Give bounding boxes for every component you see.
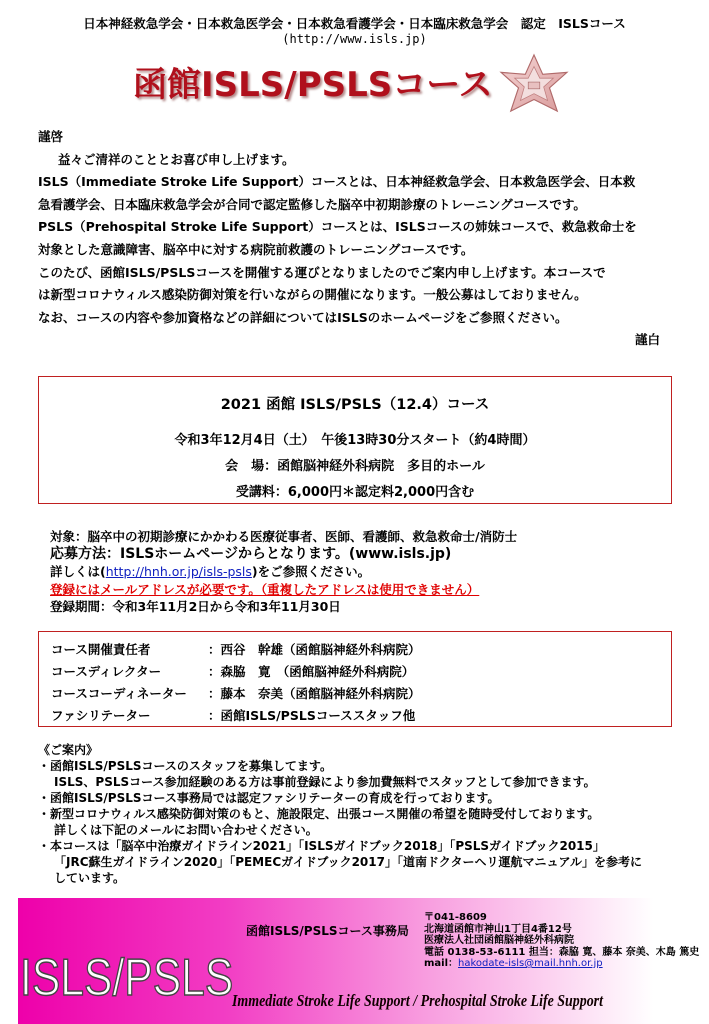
email-warning: 登録にはメールアドレスが必要です。（重複したアドレスは使用できません） [50,581,480,597]
note-line: 「JRC蘇生ガイドライン2020」「PEMECガイドブック2017」「道南ドクターヘリ運航マニュアル」を参考に [54,855,643,869]
staff-role: ファシリテーター [51,708,151,723]
detail-link[interactable]: http://hnh.or.jp/isls-psls [105,564,252,579]
mail-contact [424,958,699,970]
staff-name: ：西谷 幹雄（函館脳神経外科病院） [208,642,421,657]
course-date: 令和3年12月4日（土） 午後13時30分スタート（約4時間） [174,433,536,448]
postal-code: 〒041-8609 [424,912,487,923]
course-venue: 会 場：函館脳神経外科病院 多目的ホール [225,459,485,474]
staff-row [51,706,415,724]
header-url: (http://www.isls.jp) [282,32,427,46]
staff-role: コースコーディネーター [51,686,187,701]
course-fee: 受講料：6,000円＊認定料2,000円含む [235,485,475,500]
staff-name: ：藤本 奈美（函館脳神経外科病院） [208,686,421,701]
note-line: しています。 [54,871,126,885]
intro-line: は新型コロナウィルス感染防御対策を行いながらの開催になります。一般公募はしておりません。 [38,287,587,303]
target-audience: 対象：脳卒中の初期診療にかかわる医療従事者、医師、看護師、救急救命士/消防士 [50,529,518,544]
footer-banner [18,898,709,1024]
greeting: 謹啓 [38,129,64,144]
closing: 謹白 [634,332,660,348]
note-line: ・函館ISLS/PSLSコース事務局では認定ファシリテーターの育成を行っております。 [38,791,500,805]
staff-name: ：函館ISLS/PSLSコーススタッフ他 [208,708,416,723]
intro-line: なお、コースの内容や参加資格などの詳細についてはISLSのホームページをご参照ください。 [38,309,568,325]
detail-prefix: 詳しくは( [50,564,106,579]
goryokaku-star-icon [495,53,573,115]
mail-link[interactable]: hakodate-isls@mail.hnh.or.jp [458,958,603,969]
notes-heading: 《ご案内》 [38,743,99,757]
staff-role: コース開催責任者 [51,642,151,657]
note-line: ISLS、PSLSコース参加経験のある方は事前登録により参加費無料でスタッフとして参加できます。 [54,775,596,789]
staff-box [38,631,672,727]
intro-line: 対象とした意識障害、脳卒中に対する病院前救護のトレーニングコースです。 [38,241,474,257]
intro-line: このたび、函館ISLS/PSLSコースを開催する運びとなりましたのでご案内申し上げます。本コースで [38,264,606,280]
hospital-name: 医療法人社団函館脳神経外科病院 [424,935,574,946]
detail-suffix: )をご参照ください。 [251,564,371,579]
page-title: 函館ISLS/PSLSコース [133,65,493,105]
footer-tagline: Immediate Stroke Life Support / Prehospital Stroke Life Support [232,991,603,1010]
intro-letter [38,126,674,352]
title-banner [133,55,573,115]
intro-line: 急看護学会、日本臨床救急学会が合同で認定監修した脳卒中初期診療のトレーニングコースです。 [38,196,586,212]
staff-row [51,662,414,680]
mail-label: mail： [424,958,459,969]
staff-row [51,684,421,702]
intro-line: PSLS（Prehospital Stroke Life Support）コースとは、ISLSコースの姉妹コースで、救急救命士を [38,219,637,235]
certification-header: 日本神経救急学会・日本救急医学会・日本救急看護学会・日本臨床救急学会 認定 ISLSコース [83,16,626,31]
office-name: 函館ISLS/PSLSコース事務局 [246,924,409,938]
notes-section [38,742,698,886]
staff-row [51,640,421,658]
phone-contact: 電話 0138-53-6111 担当：森脇 寛、藤本 奈美、木島 篤史 [424,946,700,958]
registration-period: 登録期間：令和3年11月2日から令和3年11月30日 [50,599,341,614]
note-line: 詳しくは下記のメールにお問い合わせください。 [54,823,318,837]
staff-name: ：森脇 寛 （函館脳神経外科病院） [208,664,415,679]
apply-method: 応募方法：ISLSホームページからとなります。(www.isls.jp) [50,545,452,562]
staff-role: コースディレクター [51,664,162,679]
office-contact [424,912,699,970]
intro-line: 益々ご清祥のこととお喜び申し上げます。 [58,151,295,167]
note-line: ・新型コロナウィルス感染防御対策のもと、施設限定、出張コース開催の希望を随時受付しております。 [38,807,600,821]
footer-logo: ISLS/PSLS [20,949,234,1007]
application-info [50,528,680,616]
note-line: ・本コースは「脳卒中治療ガイドライン2021」「ISLSガイドブック2018」「PSLSガイドブック2015」 [38,839,605,853]
course-details-box [38,376,672,504]
note-line: ・函館ISLS/PSLSコースのスタッフを募集してます。 [38,759,332,773]
intro-line: ISLS（Immediate Stroke Life Support）コースとは、日本神経救急学会、日本救急医学会、日本救 [38,174,636,190]
detail-line [50,563,680,581]
office-address: 北海道函館市神山1丁目4番12号 [424,923,572,935]
course-title: 2021 函館 ISLS/PSLS（12.4）コース [220,397,490,413]
